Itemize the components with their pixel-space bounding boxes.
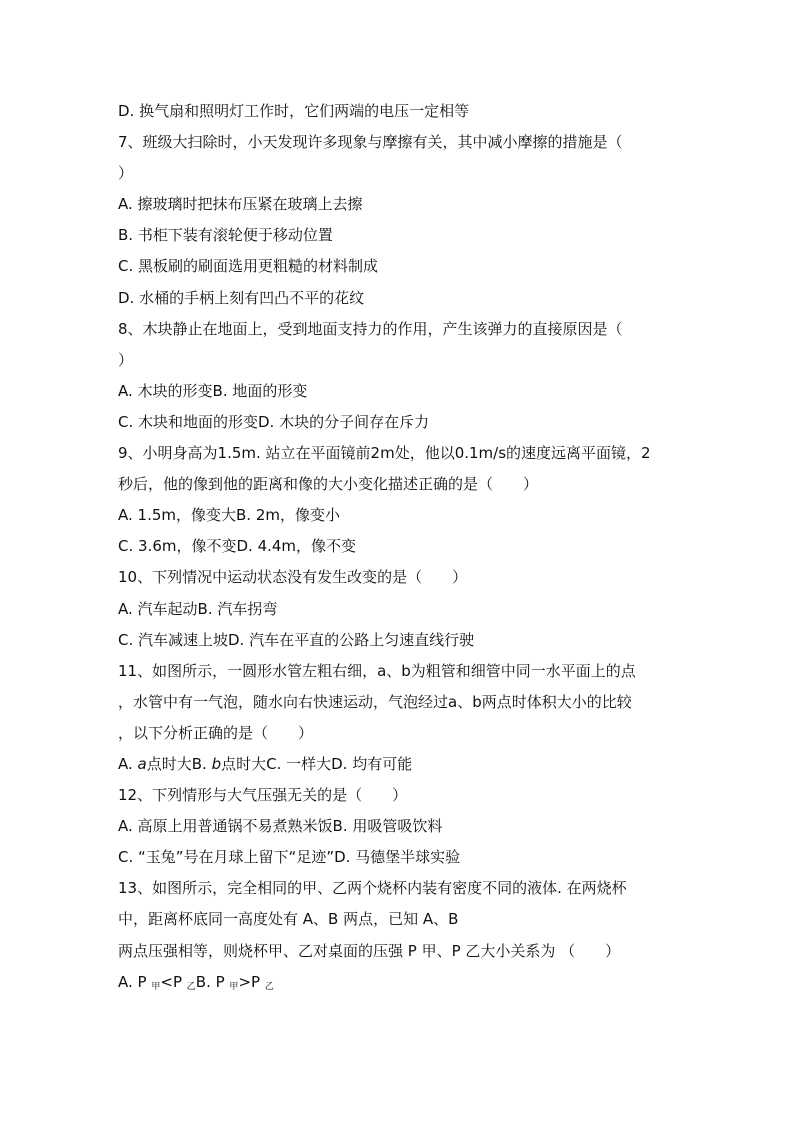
- q10-options-ab: A. 汽车起动B. 汽车拐弯: [118, 599, 278, 618]
- q13-options: [118, 967, 678, 998]
- question-10: 10、下列情况中运动状态没有发生改变的是（ ）: [118, 568, 468, 587]
- q11-mid: 点时大B.: [146, 754, 212, 773]
- q13-a-sub2: 乙: [186, 981, 196, 992]
- q11-options: [118, 749, 678, 780]
- q11-var-a: a: [137, 754, 147, 773]
- question-12: 12、下列情形与大气压强无关的是（ ）: [118, 786, 408, 805]
- question-13-cont2: 两点压强相等，则烧杯甲、乙对桌面的压强 P 甲、P 乙大小关系为 （ ）: [118, 941, 621, 960]
- q7-option-c: C. 黑板刷的刷面选用更粗糙的材料制成: [118, 257, 379, 276]
- q13-b-sub2: 乙: [264, 981, 274, 992]
- question-13-cont: 中，距离杯底同一高度处有 A、B 两点，已知 A、B: [118, 910, 459, 929]
- q11-rest: 点时大C. 一样大D. 均有可能: [221, 754, 413, 773]
- question-13: 13、如图所示，完全相同的甲、乙两个烧杯内装有密度不同的液体. 在两烧杯: [118, 879, 627, 898]
- q11-prefix-a: A.: [118, 754, 138, 773]
- q13-b-rel: >P: [238, 972, 265, 991]
- q7-option-b: B. 书柜下装有滚轮便于移动位置: [118, 226, 333, 245]
- question-7-paren: ）: [118, 164, 134, 183]
- question-8-paren: ）: [118, 350, 134, 369]
- q13-a-sub1: 甲: [151, 981, 161, 992]
- q13-b-label: B. P: [195, 972, 230, 991]
- q13-a-label: A. P: [118, 972, 152, 991]
- q12-options-cd: C. “玉兔”号在月球上留下“足迹”D. 马德堡半球实验: [118, 848, 461, 867]
- q7-option-a: A. 擦玻璃时把抹布压紧在玻璃上去擦: [118, 195, 363, 214]
- q9-options-ab: A. 1.5m，像变大B. 2m，像变小: [118, 506, 340, 525]
- question-11-cont2: ，以下分析正确的是（ ）: [118, 723, 314, 742]
- q13-b-sub1: 甲: [229, 981, 239, 992]
- question-8: 8、木块静止在地面上，受到地面支持力的作用，产生该弹力的直接原因是（: [118, 319, 623, 338]
- question-11-cont: ，水管中有一气泡，随水向右快速运动，气泡经过a、b两点时体积大小的比较: [118, 692, 632, 711]
- q12-options-ab: A. 高原上用普通锅不易煮熟米饭B. 用吸管吸饮料: [118, 817, 443, 836]
- q8-options-ab: A. 木块的形变B. 地面的形变: [118, 381, 308, 400]
- question-9-cont: 秒后，他的像到他的距离和像的大小变化描述正确的是（ ）: [118, 475, 539, 494]
- q8-options-cd: C. 木块和地面的形变D. 木块的分子间存在斥力: [118, 412, 430, 431]
- question-7: 7、班级大扫除时，小天发现许多现象与摩擦有关，其中减小摩擦的措施是（: [118, 133, 623, 152]
- text-line: D. 换气扇和照明灯工作时，它们两端的电压一定相等: [118, 102, 470, 120]
- q9-options-cd: C. 3.6m，像不变D. 4.4m，像不变: [118, 537, 357, 556]
- q7-option-d: D. 水桶的手柄上刻有凹凸不平的花纹: [118, 288, 365, 307]
- q11-var-b: b: [211, 754, 222, 773]
- q10-options-cd: C. 汽车减速上坡D. 汽车在平直的公路上匀速直线行驶: [118, 630, 475, 649]
- question-11: 11、如图所示，一圆形水管左粗右细，a、b为粗管和细管中同一水平面上的点: [118, 661, 636, 680]
- document-page: [118, 96, 678, 998]
- q13-a-rel: <P: [160, 972, 187, 991]
- question-9: 9、小明身高为1.5m. 站立在平面镜前2m处，他以0.1m/s的速度远离平面镜，2: [118, 444, 651, 463]
